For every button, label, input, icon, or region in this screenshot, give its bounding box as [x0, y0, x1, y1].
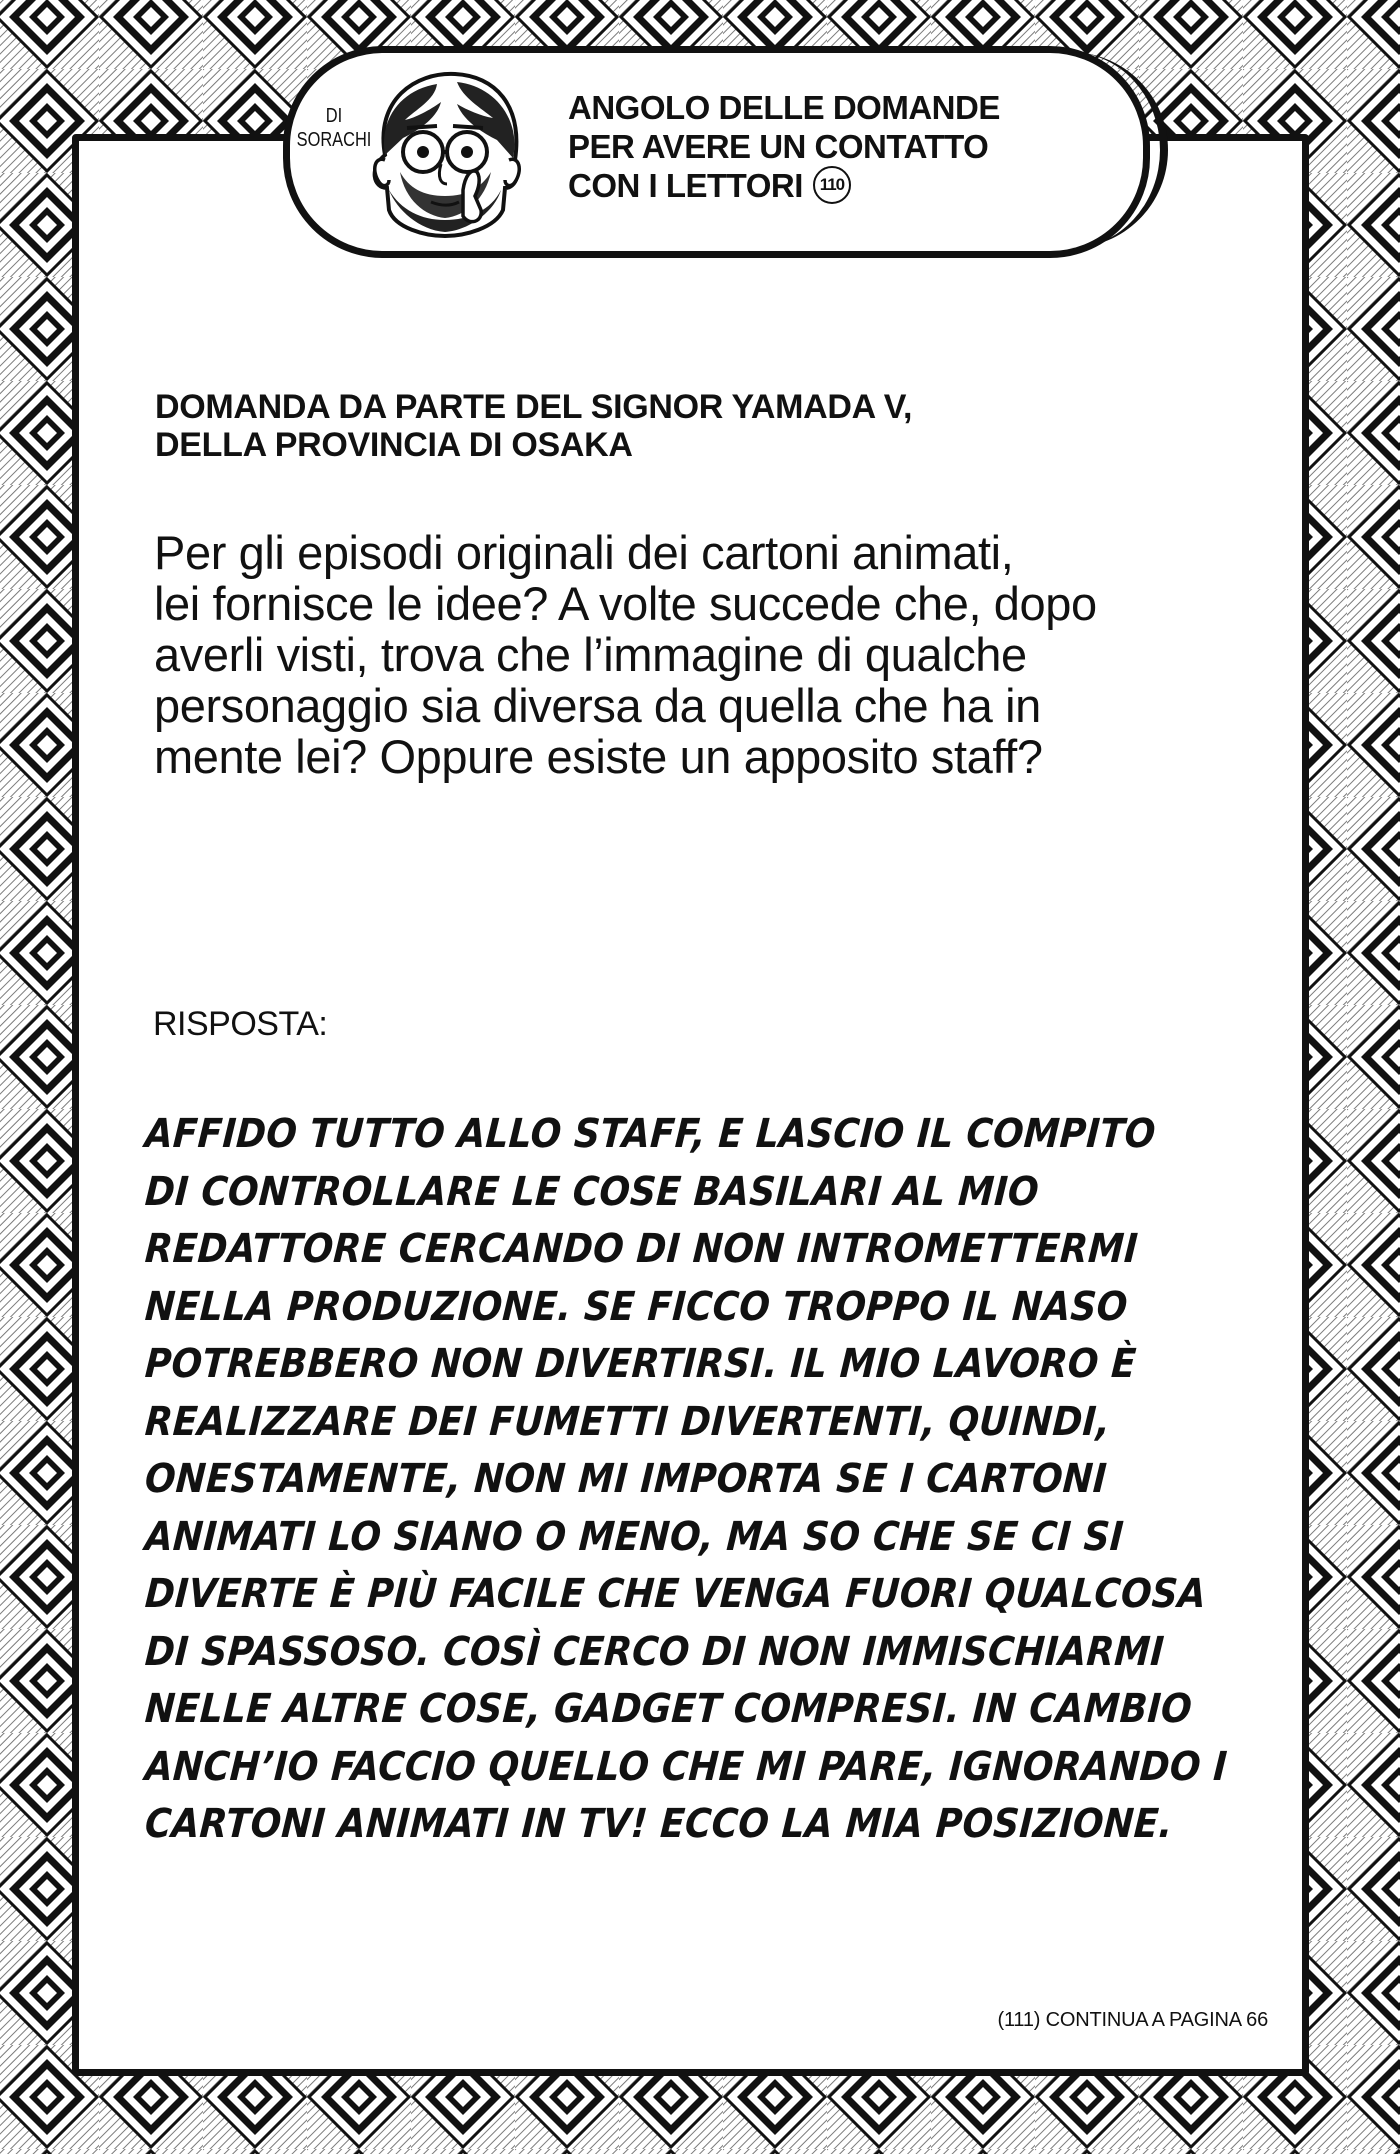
header-title-text: CON I LETTORI	[568, 167, 803, 204]
header-title-line: PER AVERE UN CONTATTO	[568, 128, 989, 165]
answer-text-line: ANIMATI LO SIANO O MENO, MA SO CHE SE CI SI	[143, 1513, 1125, 1560]
header-title	[568, 88, 1088, 205]
author-label-line: SORACHI	[296, 129, 372, 151]
question-text-line: mente lei? Oppure esiste un apposito staff?	[154, 730, 1043, 783]
continue-note: (111) CONTINUA A PAGINA 66	[997, 2009, 1268, 2031]
question-heading	[155, 388, 1205, 464]
header-title-line	[568, 166, 1088, 205]
question-heading-line: DOMANDA DA PARTE DEL SIGNOR YAMADA V,	[155, 388, 913, 426]
answer-text-line: CARTONI ANIMATI IN TV! ECCO LA MIA POSIZIONE.	[143, 1801, 1175, 1847]
answer-text-line: DIVERTE È PIÙ FACILE CHE VENGA FUORI QUALCOSA	[143, 1571, 1208, 1617]
question-text-line: averli visti, trova che l’immagine di qualche	[154, 628, 1027, 681]
issue-number-badge: 110	[813, 166, 851, 204]
answer-text-line: POTREBBERO NON DIVERTIRSI. IL MIO LAVORO È	[143, 1341, 1138, 1387]
question-text	[154, 527, 1234, 782]
answer-text-line: NELLE ALTRE COSE, GADGET COMPRESI. IN CAMBIO	[143, 1686, 1194, 1732]
answer-text-line: REALIZZARE DEI FUMETTI DIVERTENTI, QUINDI,	[143, 1398, 1112, 1445]
question-text-line: personaggio sia diversa da quella che ha in	[154, 679, 1041, 732]
author-label-line: DI	[325, 105, 343, 127]
answer-label: RISPOSTA:	[153, 1005, 328, 1043]
answer-text-line: AFFIDO TUTTO ALLO STAFF, E LASCIO IL COMPITO	[143, 1111, 1157, 1157]
answer-text	[145, 1106, 1235, 1854]
answer-text-line: REDATTORE CERCANDO DI NON INTROMETTERMI	[143, 1226, 1140, 1272]
question-text-line: lei fornisce le idee? A volte succede che, dopo	[154, 577, 1097, 630]
header-title-line: ANGOLO DELLE DOMANDE	[568, 89, 1000, 126]
author-portrait-icon	[345, 60, 545, 240]
answer-text-line: DI SPASSOSO. COSÌ CERCO DI NON IMMISCHIARMI	[143, 1628, 1166, 1675]
question-text-line: Per gli episodi originali dei cartoni animati,	[154, 526, 1014, 579]
question-heading-line: DELLA PROVINCIA DI OSAKA	[155, 426, 633, 464]
answer-text-line: NELLA PRODUZIONE. SE FICCO TROPPO IL NASO	[143, 1283, 1129, 1330]
answer-text-line: ANCH’IO FACCIO QUELLO CHE MI PARE, IGNORANDO I	[143, 1743, 1229, 1790]
answer-text-line: DI CONTROLLARE LE COSE BASILARI AL MIO	[143, 1168, 1041, 1215]
answer-text-line: ONESTAMENTE, NON MI IMPORTA SE I CARTONI	[143, 1456, 1109, 1502]
